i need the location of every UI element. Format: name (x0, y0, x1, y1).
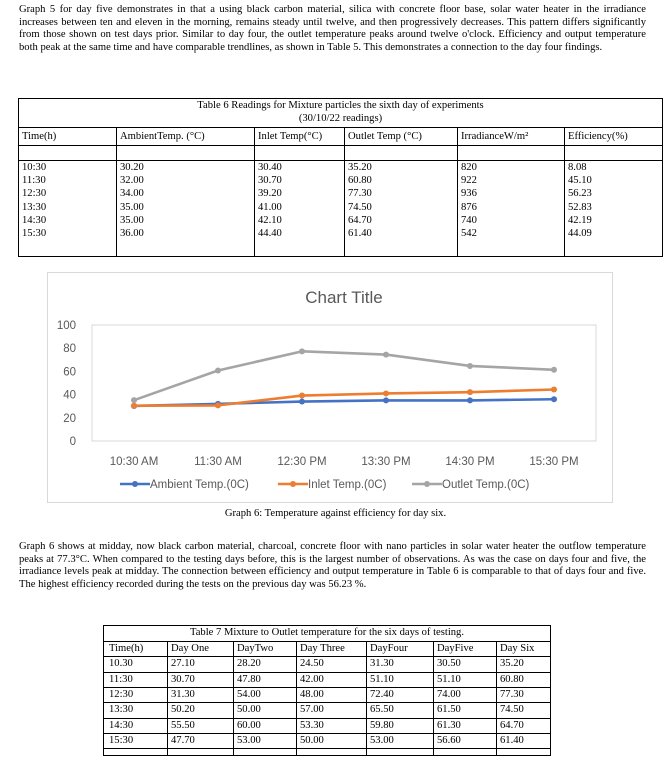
table-7-cell: 56.60 (437, 734, 461, 746)
table-6-cell: 35.20 (348, 162, 372, 173)
legend-label: Ambient Temp.(0C) (150, 479, 249, 491)
table-7-cell: 50.00 (237, 704, 261, 716)
y-tick-label: 60 (63, 366, 76, 379)
series-point (467, 363, 473, 369)
table-7-cell: 53.30 (300, 719, 324, 731)
table-7-cell: 12:30 (109, 688, 134, 700)
legend-swatch-marker (290, 481, 296, 487)
table-6-cell: 64.70 (348, 214, 372, 226)
table-6-cell: 34.00 (120, 188, 144, 200)
table-6-cell: 820 (461, 162, 477, 173)
table-6-cell: 41.00 (258, 201, 282, 213)
table-7-cell: 42.00 (300, 673, 324, 685)
table-6-cell: 60.80 (348, 175, 372, 187)
legend-label: Outlet Temp.(0C) (442, 479, 530, 491)
table-7-cell: 54.00 (237, 688, 261, 700)
table-6-cell: 52.83 (568, 201, 592, 213)
series-point (383, 352, 389, 358)
table-7-cell: 27.10 (171, 658, 195, 670)
table-7-cell: 53.00 (370, 734, 394, 746)
row-divider (104, 656, 550, 657)
table-7-cell: 72.40 (370, 688, 394, 700)
table-7-cell: 48.00 (300, 688, 324, 700)
row-divider (104, 641, 550, 642)
table-7-cell: 30.70 (171, 673, 195, 685)
x-tick-label: 10:30 AM (109, 456, 159, 468)
table-6-header: IrradianceW/m² (461, 131, 529, 142)
table-6-cell: 15:30 (22, 228, 47, 239)
row-divider (104, 733, 550, 734)
chart-title: Chart Title (305, 288, 383, 307)
table-7-header: DayTwo (237, 643, 274, 654)
series-point (299, 393, 305, 399)
table-7-header: DayFour (370, 643, 408, 654)
table-7-cell: 47.80 (237, 673, 261, 685)
table-7-cell: 10.30 (109, 658, 133, 670)
table-6-cell: 32.00 (120, 175, 144, 187)
series-point (467, 389, 473, 395)
row-divider (104, 687, 550, 688)
legend-swatch-marker (132, 481, 138, 487)
table-6-cell: 56.23 (568, 188, 592, 200)
table-7-header: Time(h) (109, 643, 144, 654)
table-7-cell: 57.00 (300, 704, 324, 716)
table-6-cell: 30.40 (258, 162, 282, 173)
series-point (383, 390, 389, 396)
y-tick-label: 20 (63, 412, 76, 425)
table-6-cell: 936 (461, 188, 477, 200)
column-divider (366, 641, 367, 756)
x-tick-label: 15:30 PM (529, 456, 579, 468)
table-7-cell: 11:30 (109, 673, 133, 685)
table-6-header: Efficiency(%) (568, 131, 628, 142)
series-point (551, 367, 557, 373)
plot-area (92, 325, 596, 441)
table-7-cell: 60.80 (500, 673, 524, 685)
row-divider (104, 748, 550, 749)
x-tick-label: 12:30 PM (277, 456, 327, 468)
table-7-header: DayFive (437, 643, 474, 654)
series-point (215, 367, 221, 373)
column-divider (167, 641, 168, 756)
table-7-cell: 31.30 (171, 688, 195, 700)
table-7-cell: 61.30 (437, 719, 461, 731)
table-7-cell: 59.80 (370, 719, 394, 731)
series-point (299, 399, 305, 405)
table-6-cell: 10:30 (22, 162, 47, 173)
y-tick-label: 0 (69, 436, 76, 448)
series-point (215, 402, 221, 408)
series-point (131, 397, 137, 403)
paragraph-graph5: Graph 5 for day five demonstrates in that a using black carbon material, silica with concrete floor base, solar water heater in the irradiance increases between ten and eleven in the morning, remains steady until twelve, and then progressively decreases. This pattern differs significantly from those shown on test days prior. Similar to day four, the outlet temperature peaks around twelve o'clock. Efficiency and output temperature both peak at the same time and have comparable trendlines, as shown in Table 5. This demonstrates a connection to the day four findings. (19, 4, 646, 53)
column-divider (457, 127, 458, 257)
table-6-cell: 77.30 (348, 188, 372, 200)
x-tick-label: 11:30 AM (194, 456, 242, 468)
table-6-cell: 44.09 (568, 228, 592, 239)
row-divider (104, 718, 550, 719)
table-6-cell: 13:30 (22, 201, 47, 213)
paragraph-graph6: Graph 6 shows at midday, now black carbon material, charcoal, concrete floor with nano particles in solar water heater the outflow temperature peaks at 77.3°C. When compared to the testing days before, this is the largest number of observations. As was the case on days four and five, the irradiance levels peak at midday. The connection between efficiency and output temperature in Table 6 is comparable to that of days four and five. The highest efficiency recorded during the tests on the previous day was 56.23 %. (19, 541, 646, 590)
table-6-cell: 740 (461, 214, 477, 226)
series-point (131, 403, 137, 409)
column-divider (496, 641, 497, 756)
table-7-cell: 53.00 (237, 734, 261, 746)
table-6-caption-line1: Table 6 Readings for Mixture particles the sixth day of experiments (197, 100, 484, 111)
chart-caption: Graph 6: Temperature against efficiency for day six. (224, 508, 447, 519)
series-point (551, 396, 557, 402)
y-tick-label: 80 (63, 343, 76, 356)
table-7-header: Day One (171, 643, 209, 654)
column-divider (564, 127, 565, 257)
table-7-cell: 31.30 (370, 658, 394, 670)
column-divider (433, 641, 434, 756)
table-6-cell: 542 (461, 228, 477, 239)
table-6-cell: 39.20 (258, 188, 282, 200)
table-6-cell: 61.40 (348, 228, 372, 239)
series-point (299, 348, 305, 354)
table-7-cell: 51.10 (437, 673, 461, 685)
series-point (551, 386, 557, 392)
row-divider (104, 672, 550, 673)
table-7-cell: 35.20 (500, 658, 524, 670)
table-6-cell: 30.70 (258, 175, 282, 187)
column-divider (344, 127, 345, 257)
column-divider (116, 127, 117, 257)
table-7-cell: 24.50 (300, 658, 324, 670)
table-7-cell: 28.20 (237, 658, 261, 670)
column-divider (254, 127, 255, 257)
table-7-cell: 47.70 (171, 734, 195, 746)
table-7-cell: 60.00 (237, 719, 261, 731)
table-6-header: AmbientTemp. (°C) (120, 131, 205, 142)
x-tick-label: 14:30 PM (445, 456, 495, 468)
table-6-cell: 11:30 (22, 175, 46, 187)
table-7-cell: 15:30 (109, 734, 134, 746)
table-6-cell: 8.08 (568, 162, 587, 173)
table-7-header: Day Three (300, 643, 345, 654)
table-6-cell: 45.10 (568, 175, 592, 187)
table-6-cell: 922 (461, 175, 477, 187)
table-7-cell: 50.00 (300, 734, 324, 746)
table-6-cell: 42.19 (568, 214, 592, 226)
table-6-header: Outlet Temp (°C) (348, 131, 422, 142)
table-7-cell: 50.20 (171, 704, 195, 716)
table-7-cell: 30.50 (437, 658, 461, 670)
legend-label: Inlet Temp.(0C) (308, 479, 387, 491)
table-6-cell: 12:30 (22, 188, 47, 200)
series-point (383, 397, 389, 403)
table-7-cell: 77.30 (500, 688, 524, 700)
series-line-3 (134, 351, 554, 400)
table-7-cell: 74.50 (500, 704, 524, 716)
temperature-line-chart (47, 272, 613, 503)
legend-swatch-marker (424, 481, 430, 487)
column-divider (233, 641, 234, 756)
table-6-cell: 30.20 (120, 162, 144, 173)
table-7-cell: 51.10 (370, 673, 394, 685)
table-6-header: Inlet Temp(°C) (258, 131, 323, 142)
table-7-cell: 64.70 (500, 719, 524, 731)
row-divider (104, 702, 550, 703)
y-tick-label: 100 (56, 320, 76, 332)
table-7-cell: 61.50 (437, 704, 461, 716)
table-6-caption-line2: (30/10/22 readings) (298, 113, 383, 124)
table-6-cell: 876 (461, 201, 477, 213)
table-7-caption: Table 7 Mixture to Outlet temperature for the six days of testing. (189, 627, 465, 638)
table-6-cell: 42.10 (258, 214, 282, 226)
y-tick-label: 40 (63, 389, 76, 402)
table-6-cell: 44.40 (258, 228, 282, 239)
table-6-header: Time(h) (22, 131, 57, 142)
table-7-cell: 74.00 (437, 688, 461, 700)
table-7-cell: 13:30 (109, 704, 134, 716)
chart-canvas (48, 273, 612, 502)
table-7 (103, 625, 551, 756)
table-7-cell: 61.40 (500, 734, 524, 746)
table-7-cell: 55.50 (171, 719, 195, 731)
table-6-cell: 35.00 (120, 214, 144, 226)
series-point (467, 397, 473, 403)
table-6-cell: 74.50 (348, 201, 372, 213)
x-tick-label: 13:30 PM (361, 456, 411, 468)
table-6-cell: 35.00 (120, 201, 144, 213)
table-7-cell: 65.50 (370, 704, 394, 716)
table-7-cell: 14:30 (109, 719, 134, 731)
table-6-cell: 14:30 (22, 214, 47, 226)
table-6-cell: 36.00 (120, 228, 144, 239)
table-6 (18, 98, 663, 257)
column-divider (296, 641, 297, 756)
table-7-header: Day Six (500, 643, 535, 654)
